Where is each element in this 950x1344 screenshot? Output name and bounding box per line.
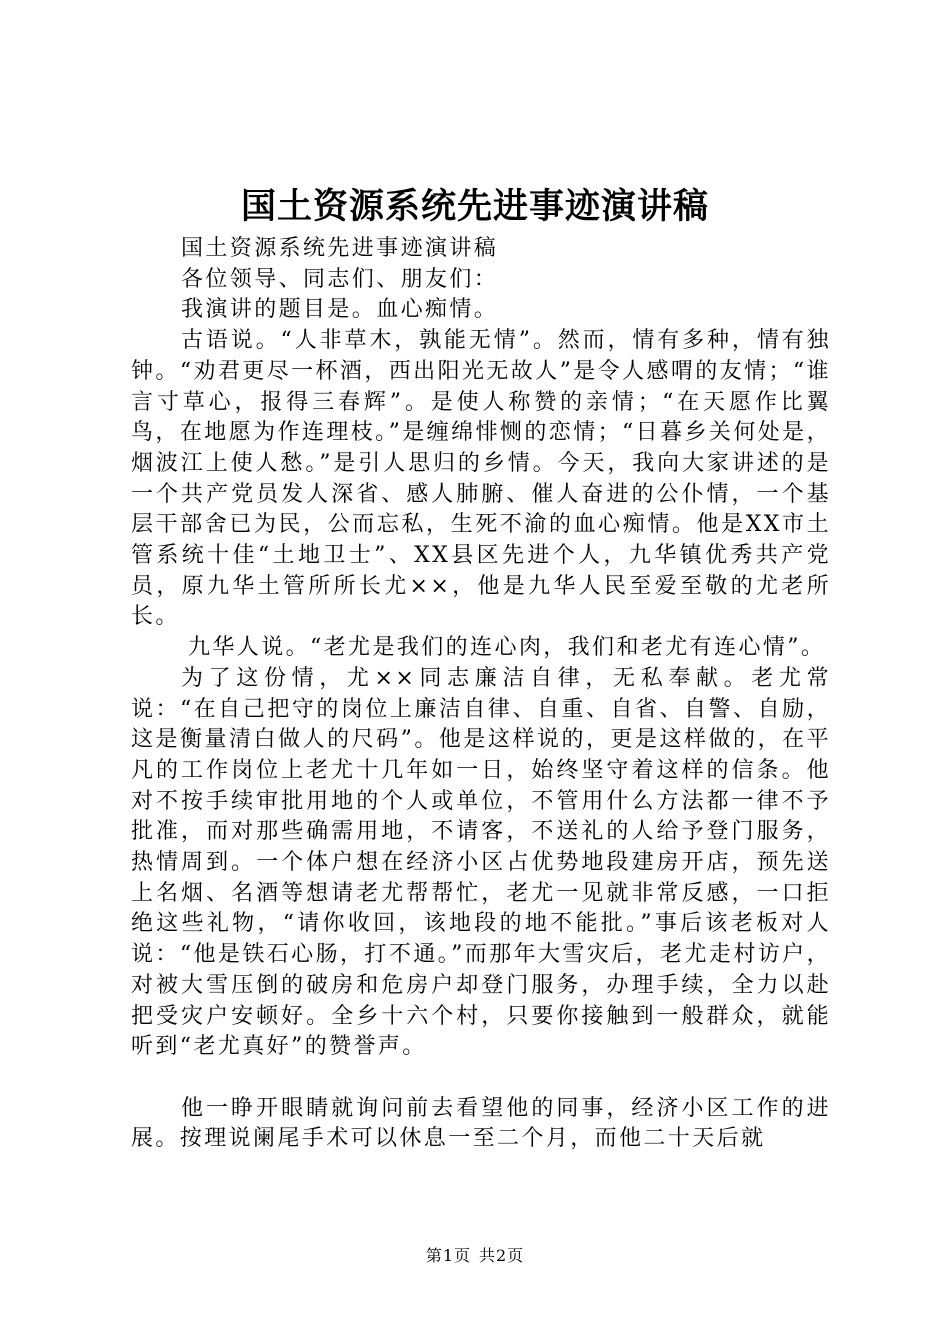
paragraph-topic: 我演讲的题目是。血心痴情。 [181, 297, 499, 323]
page-footer [0, 1246, 950, 1266]
paragraph-subtitle: 国土资源系统先进事迹演讲稿 [181, 236, 499, 261]
paragraph-body: 古语说。“人非草木，孰能无情”。然而，情有多种，情有独钟。“劝君更尽一杯酒，西出阳光无故人”是令人感喟的友情；“谁言寸草心，报得三春辉”。是使人称赞的亲情；“在天愿作比翼鸟，在地愿为作连理枝。”是缠绵悱恻的恋情；“日暮乡关何处是，烟波江上使人愁。”是引人思归的乡情。今天，我向大家讲述的是一个共产党员发人深省、感人肺腑、催人奋进的公仆情，一个基层干部舍已为民，公而忘私，生死不渝的血心痴情。他是XX市土管系统十佳“土地卫士”、XX县区先进个人，九华镇优秀共产党员，原九华土管所所长尤××，他是九华人民至爱至敬的尤老所长。 [131, 328, 831, 630]
document-body [131, 234, 831, 1155]
paragraph-body: 九华人说。“老尤是我们的连心肉，我们和老尤有连心情”。 [188, 635, 826, 661]
paragraph-body: 为了这份情，尤××同志廉洁自律，无私奉献。老尤常说：“在自己把守的岗位上廉洁自律、自重、自省、自警、自励，这是衡量清白做人的尺码”。他是这样说的，更是这样做的，在平凡的工作岗位上老尤十几年如一日，始终坚守着这样的信条。他对不按手续审批用地的个人或单位，不管用什么方法都一律不予批准，而对那些确需用地，不请客，不送礼的人给予登门服务，热情周到。一个体户想在经济小区占优势地段建房开店，预先送上名烟、名酒等想请老尤帮帮忙，老尤一见就非常反感，一口拒绝这些礼物，“请你收回，该地段的地不能批。”事后该老板对人说：“他是铁石心肠，打不通。”而那年大雪灾后，老尤走村访户，对被大雪压倒的破房和危房户却登门服务，办理手续，全力以赴把受灾户安顿好。全乡十六个村，只要你接触到一般群众，就能听到“老尤真好”的赞誉声。 [131, 665, 831, 1060]
page-number: 第1页 [425, 1246, 471, 1265]
paragraph-body: 他一睁开眼睛就询问前去看望他的同事，经济小区工作的进展。按理说阑尾手术可以休息一至二个月，而他二十天后就 [131, 1095, 831, 1152]
paragraph-salutation: 各位领导、同志们、朋友们： [181, 266, 499, 292]
page-total: 共2页 [479, 1246, 525, 1265]
document-title: 国土资源系统先进事迹演讲稿 [240, 186, 709, 227]
